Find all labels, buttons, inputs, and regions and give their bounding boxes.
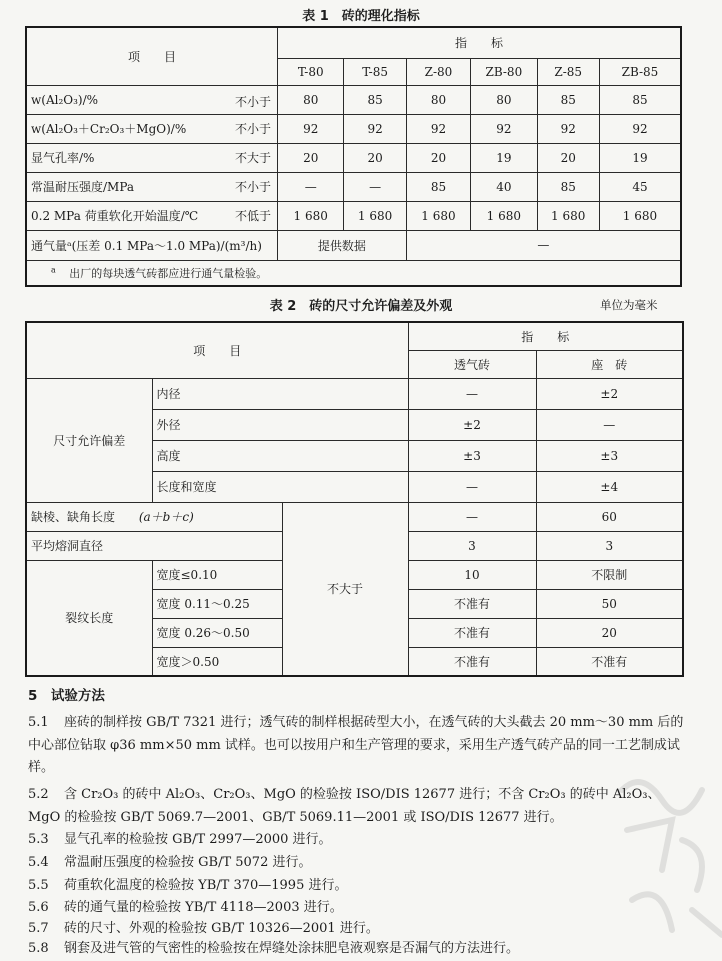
edge-label: 缺棱、缺角长度 [31, 510, 116, 524]
table1-row [26, 85, 681, 114]
not-exceed-label: 不大于 [282, 502, 408, 676]
table1-header-index: 指 标 [278, 27, 681, 58]
item-text: 座砖的制样按 GB/T 7321 进行；透气砖的制样根据砖型大小，在透气砖的大头截去 20 mm～30 mm 后的中心部位钻取 φ36 mm×50 mm 试样。也可以按用户和生产管理的要求，采用生产透气砖产品的同一工艺制成试样。 [28, 715, 684, 775]
table1-row [26, 114, 681, 143]
row-label: 显气孔率/% [31, 151, 95, 165]
cell: 92 [278, 114, 344, 143]
table1 [25, 26, 682, 287]
item-text: 砖的尺寸、外观的检验按 GB/T 10326—2001 进行。 [64, 921, 379, 936]
perm-label: 通气量ᵃ(压差 0.1 MPa～1.0 MPa)/(m³/h) [26, 230, 278, 260]
cell: 10 [408, 560, 536, 589]
item-number: 5.4 [28, 855, 49, 870]
cell: 40 [471, 172, 537, 201]
cell: 1 680 [278, 201, 344, 230]
table1-col-header: T-80 [278, 58, 344, 85]
cell: 85 [599, 85, 681, 114]
cell: — [344, 172, 406, 201]
table1-col-header: Z-85 [537, 58, 599, 85]
row-label: 高度 [152, 440, 408, 471]
cell: ±4 [536, 471, 683, 502]
row-condition: 不小于 [235, 180, 272, 194]
item-text: 荷重软化温度的检验按 YB/T 370—1995 进行。 [64, 878, 348, 893]
cell: 92 [599, 114, 681, 143]
cell: 50 [536, 589, 683, 618]
item-text: 含 Cr₂O₃ 的砖中 Al₂O₃、Cr₂O₃、MgO 的检验按 ISO/DIS 12677 进行；不含 Cr₂O₃ 的砖中 Al₂O₃、MgO 的检验按 GB/T 5069.7—2001、GB/T 5069.11—2001 或 ISO/DIS 12677 进行。 [28, 787, 661, 825]
item-number: 5.6 [28, 900, 49, 915]
item-number: 5.7 [28, 921, 49, 936]
item-number: 5.5 [28, 878, 49, 893]
cell: 80 [471, 85, 537, 114]
table2-row [26, 378, 683, 409]
item-text: 常温耐压强度的检验按 GB/T 5072 进行。 [64, 855, 312, 870]
cell: 3 [408, 531, 536, 560]
cell: 不准有 [536, 647, 683, 676]
cell: — [408, 378, 536, 409]
table2-col-b: 座 砖 [536, 350, 683, 378]
item-text: 钢套及进气管的气密性的检验按在焊缝处涂抹肥皂液观察是否漏气的方法进行。 [64, 941, 520, 956]
cell: 不限制 [536, 560, 683, 589]
cell: 1 680 [344, 201, 406, 230]
table1-row [26, 143, 681, 172]
group-crack-length: 裂纹长度 [26, 560, 152, 676]
cell: — [536, 409, 683, 440]
cell: 3 [536, 531, 683, 560]
row-label: 宽度 0.11～0.25 [152, 589, 282, 618]
cell: 20 [537, 143, 599, 172]
cell: 1 680 [599, 201, 681, 230]
table1-footnote-row [26, 260, 681, 286]
cell: 20 [278, 143, 344, 172]
cell: ±2 [408, 409, 536, 440]
method-item [28, 875, 688, 898]
table2-header-index: 指 标 [408, 322, 683, 350]
table1-col-header: ZB-85 [599, 58, 681, 85]
pore-label: 平均熔洞直径 [26, 531, 282, 560]
cell: 80 [278, 85, 344, 114]
item-text: 砖的通气量的检验按 YB/T 4118—2003 进行。 [64, 900, 343, 915]
cell: — [278, 172, 344, 201]
method-item [28, 897, 688, 920]
footnote-text: 出厂的每块透气砖都应进行通气量检验。 [69, 266, 268, 280]
table1-col-header: ZB-80 [471, 58, 537, 85]
table1-row [26, 201, 681, 230]
item-text: 显气孔率的检验按 GB/T 2997—2000 进行。 [64, 832, 332, 847]
table1-row [26, 172, 681, 201]
row-condition: 不小于 [235, 94, 272, 109]
row-label: 宽度≤0.10 [152, 560, 282, 589]
row-condition: 不大于 [235, 151, 272, 165]
cell: 不准有 [408, 618, 536, 647]
table2-col-a: 透气砖 [408, 350, 536, 378]
row-condition: 不低于 [235, 209, 272, 223]
cell: ±3 [408, 440, 536, 471]
cell: 92 [344, 114, 406, 143]
cell: 不准有 [408, 589, 536, 618]
cell: 80 [406, 85, 470, 114]
method-item [28, 852, 688, 875]
method-item [28, 829, 688, 852]
cell: — [408, 471, 536, 502]
item-number: 5.2 [28, 787, 49, 802]
table2-row [26, 502, 683, 531]
table2 [25, 321, 684, 677]
row-label: 常温耐压强度/MPa [31, 180, 135, 194]
group-size-tolerance: 尺寸允许偏差 [26, 378, 152, 502]
perm-value-1: 提供数据 [278, 230, 407, 260]
cell: 20 [536, 618, 683, 647]
cell: 45 [599, 172, 681, 201]
table2-unit: 单位为毫米 [600, 298, 658, 312]
cell: 92 [471, 114, 537, 143]
edge-formula: (a＋b＋c) [138, 510, 194, 524]
footnote-mark: a [51, 265, 56, 275]
cell: 85 [406, 172, 470, 201]
row-label: w(Al₂O₃)/% [31, 92, 99, 107]
cell: 19 [471, 143, 537, 172]
row-label: 宽度＞0.50 [152, 647, 282, 676]
cell: 1 680 [471, 201, 537, 230]
section-heading: 5 试验方法 [28, 688, 105, 704]
cell: 1 680 [537, 201, 599, 230]
table2-caption: 表 2 砖的尺寸允许偏差及外观 [269, 299, 453, 314]
row-label: 0.2 MPa 荷重软化开始温度/℃ [31, 209, 199, 223]
cell: 92 [537, 114, 599, 143]
cell: 85 [537, 85, 599, 114]
row-condition: 不小于 [235, 122, 272, 136]
method-item [28, 712, 688, 780]
cell: 20 [406, 143, 470, 172]
table1-perm-row [26, 230, 681, 260]
item-number: 5.3 [28, 832, 49, 847]
table1-col-header: Z-80 [406, 58, 470, 85]
table1-caption: 表 1 砖的理化指标 [302, 9, 420, 24]
cell: 不准有 [408, 647, 536, 676]
row-label: 外径 [152, 409, 408, 440]
table1-col-header: T-85 [344, 58, 406, 85]
cell: 85 [537, 172, 599, 201]
cell: 92 [406, 114, 470, 143]
method-item [28, 784, 688, 829]
perm-value-2: — [406, 230, 681, 260]
row-label: 内径 [152, 378, 408, 409]
watermark-stamp-icon [602, 760, 722, 950]
cell: 60 [536, 502, 683, 531]
cell: 85 [344, 85, 406, 114]
method-item [28, 938, 688, 961]
item-number: 5.8 [28, 941, 49, 956]
item-number: 5.1 [28, 715, 49, 730]
cell: — [408, 502, 536, 531]
row-label: 宽度 0.26～0.50 [152, 618, 282, 647]
table2-header-item: 项 目 [26, 322, 408, 378]
cell: ±3 [536, 440, 683, 471]
cell: 19 [599, 143, 681, 172]
cell: ±2 [536, 378, 683, 409]
table1-header-item: 项 目 [26, 27, 278, 85]
row-label: 长度和宽度 [152, 471, 408, 502]
row-label: w(Al₂O₃＋Cr₂O₃＋MgO)/% [31, 122, 187, 136]
cell: 20 [344, 143, 406, 172]
cell: 1 680 [406, 201, 470, 230]
